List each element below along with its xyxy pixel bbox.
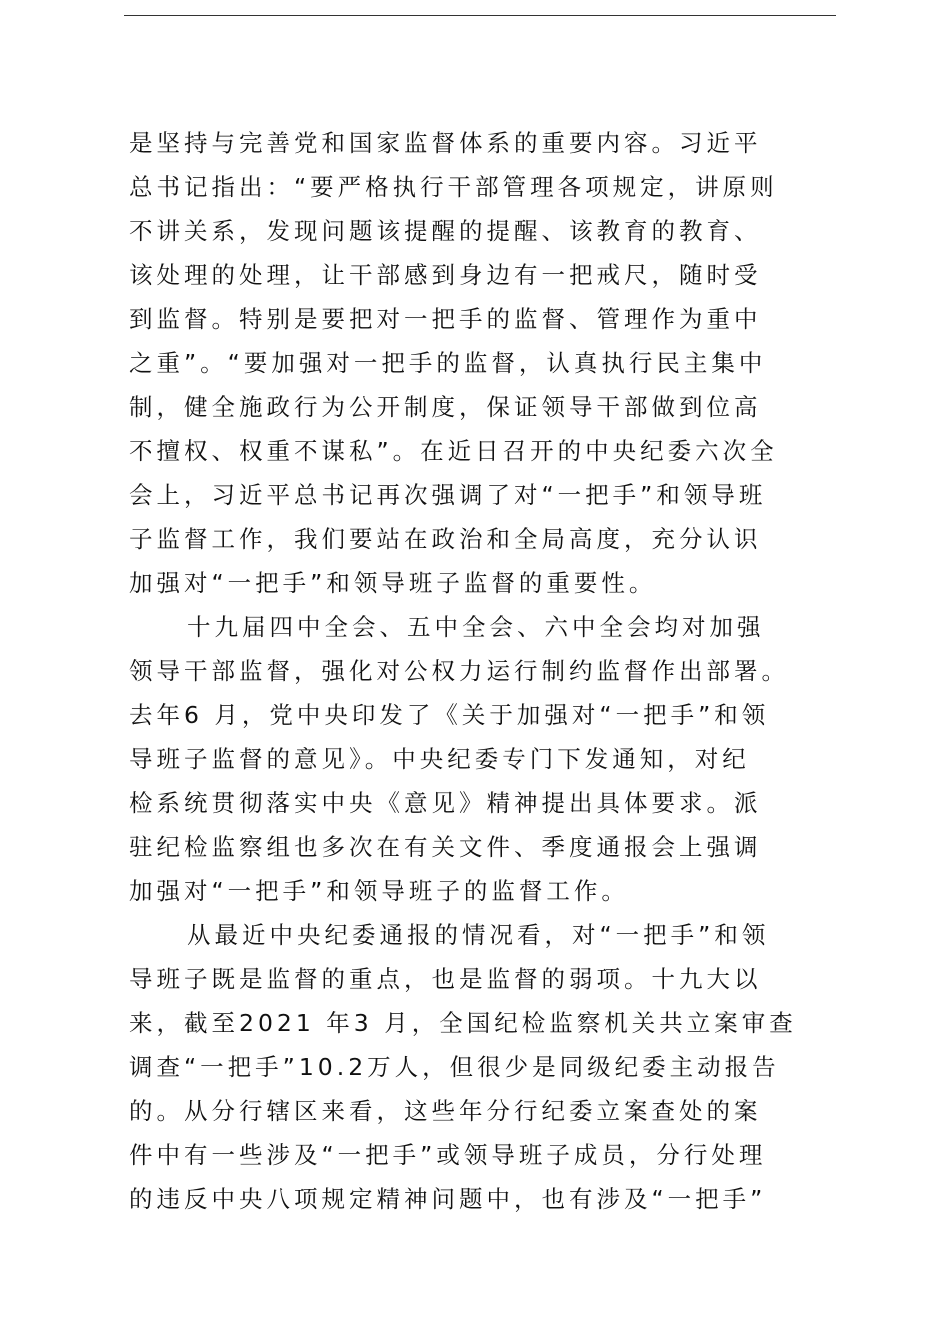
text-line: 的。从分行辖区来看，这些年分行纪委立案查处的案	[129, 1097, 762, 1125]
text-line: 检系统贯彻落实中央《意见》精神提出具体要求。派	[129, 789, 762, 817]
text-line: 调查“一把手”10.2万人，但很少是同级纪委主动报告	[129, 1053, 780, 1081]
text-line: 加强对“一把手”和领导班子的监督工作。	[129, 877, 629, 905]
document-body	[129, 121, 829, 1221]
text-line: 会上，习近平总书记再次强调了对“一把手”和领导班	[129, 481, 767, 509]
text-line: 驻纪检监察组也多次在有关文件、季度通报会上强调	[129, 833, 762, 861]
text-line: 制，健全施政行为公开制度，保证领导干部做到位高	[129, 393, 762, 421]
text-line: 不讲关系，发现问题该提醒的提醒、该教育的教育、	[129, 217, 762, 245]
text-line: 十九届四中全会、五中全会、六中全会均对加强	[187, 613, 765, 641]
text-line: 不擅权、权重不谋私”。在近日召开的中央纪委六次全	[129, 437, 778, 465]
header-rule	[124, 15, 836, 16]
text-line: 总书记指出：“要严格执行干部管理各项规定，讲原则	[129, 173, 778, 201]
text-line: 导班子监督的意见》。中央纪委专门下发通知，对纪	[129, 745, 750, 773]
text-line: 的违反中央八项规定精神问题中，也有涉及“一把手”	[129, 1185, 767, 1213]
text-line: 导班子既是监督的重点，也是监督的弱项。十九大以	[129, 965, 762, 993]
text-line: 件中有一些涉及“一把手”或领导班子成员，分行处理	[129, 1141, 767, 1169]
text-line: 子监督工作，我们要站在政治和全局高度，充分认识	[129, 525, 762, 553]
text-line: 该处理的处理，让干部感到身边有一把戒尺，随时受	[129, 261, 762, 289]
text-line: 加强对“一把手”和领导班子监督的重要性。	[129, 569, 657, 597]
text-line: 领导干部监督，强化对公权力运行制约监督作出部署。	[129, 657, 789, 685]
text-line: 之重”。“要加强对一把手的监督，认真执行民主集中	[129, 349, 767, 377]
text-line: 是坚持与完善党和国家监督体系的重要内容。习近平	[129, 129, 762, 157]
paragraph-1	[129, 121, 829, 605]
text-line: 来，截至2021 年3 月，全国纪检监察机关共立案审查	[129, 1009, 797, 1037]
text-line: 从最近中央纪委通报的情况看，对“一把手”和领	[187, 921, 770, 949]
text-line: 去年6 月，党中央印发了《关于加强对“一把手”和领	[129, 701, 770, 729]
paragraph-3	[129, 913, 829, 1221]
text-line: 到监督。特别是要把对一把手的监督、管理作为重中	[129, 305, 762, 333]
paragraph-2	[129, 605, 829, 913]
